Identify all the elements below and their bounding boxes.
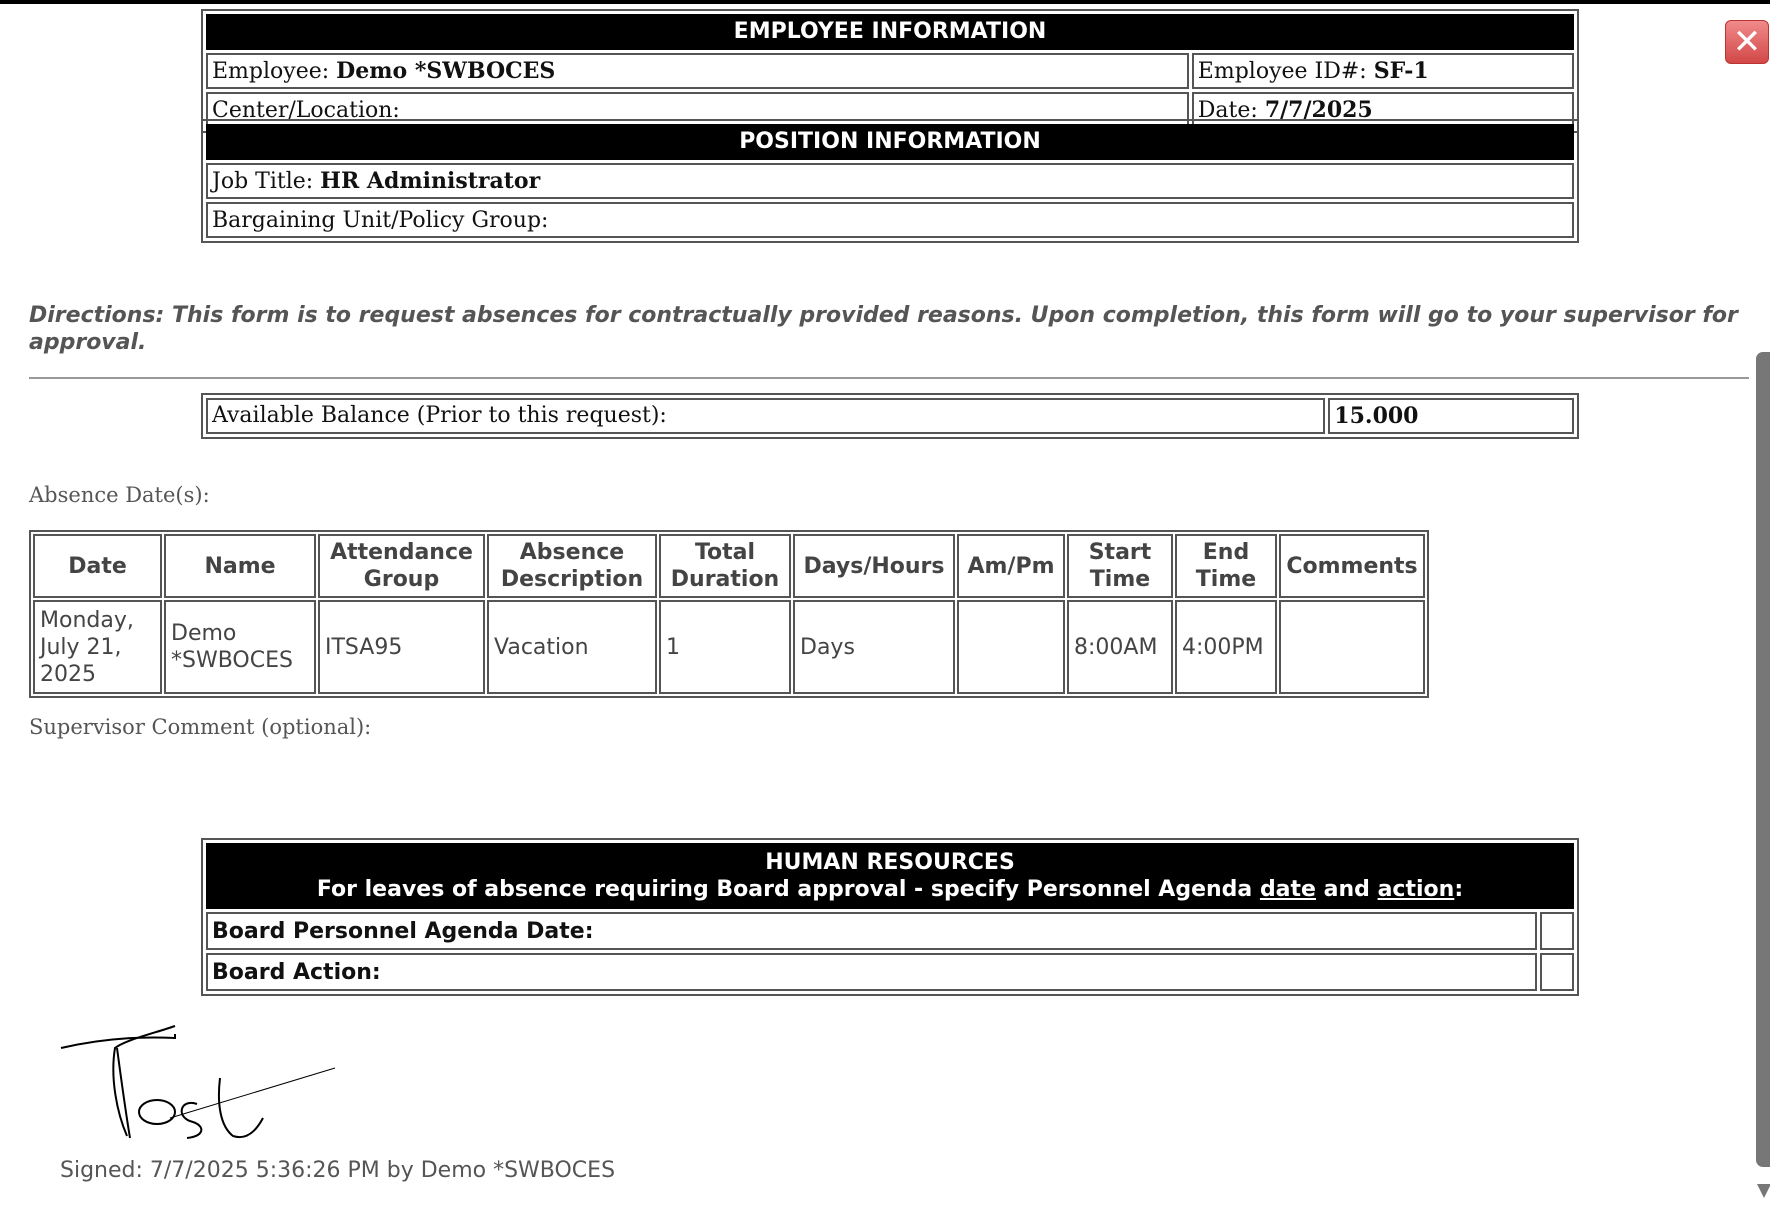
- cell-days-hours: Days: [793, 600, 955, 694]
- col-comments: Comments: [1279, 534, 1425, 598]
- directions-text: Directions: This form is to request absences for contractually provided reasons. Upon completion, this form will go to your supervisor for approval.: [29, 303, 1738, 355]
- col-attendance-group: Attendance Group: [318, 534, 485, 598]
- scrollbar-thumb[interactable]: [1756, 352, 1770, 1167]
- balance-label: Available Balance (Prior to this request):: [206, 398, 1325, 434]
- cell-date: Monday, July 21, 2025: [33, 600, 162, 694]
- col-days-hours: Days/Hours: [793, 534, 955, 598]
- board-agenda-date-value: [1540, 912, 1574, 950]
- col-am-pm: Am/Pm: [957, 534, 1065, 598]
- employee-info-header: EMPLOYEE INFORMATION: [206, 14, 1574, 50]
- subtitle-action: action: [1377, 877, 1455, 902]
- close-icon: ✕: [1732, 22, 1762, 62]
- bargaining-cell: [206, 202, 1574, 238]
- cell-am-pm: [957, 600, 1065, 694]
- employee-id-cell: [1192, 53, 1574, 89]
- top-border: [0, 0, 1770, 4]
- human-resources-subtitle: [212, 876, 1568, 903]
- divider: [29, 377, 1749, 379]
- col-absence-description: Absence Description: [487, 534, 657, 598]
- col-end-time: End Time: [1175, 534, 1277, 598]
- balance-value-cell: [1328, 398, 1574, 434]
- cell-name: Demo *SWBOCES: [164, 600, 316, 694]
- employee-info-table: [201, 9, 1579, 133]
- col-total-duration: Total Duration: [659, 534, 791, 598]
- board-agenda-date-label: Board Personnel Agenda Date:: [206, 912, 1537, 950]
- cell-attendance-group: ITSA95: [318, 600, 485, 694]
- board-action-value: [1540, 953, 1574, 991]
- employee-cell: [206, 53, 1189, 89]
- human-resources-table: [201, 838, 1579, 996]
- human-resources-title: HUMAN RESOURCES: [765, 850, 1015, 875]
- cell-total-duration: 1: [659, 600, 791, 694]
- table-row: [33, 600, 1425, 694]
- employee-label: Employee:: [212, 58, 330, 84]
- bargaining-label: Bargaining Unit/Policy Group:: [212, 207, 549, 233]
- employee-id-label: Employee ID#:: [1197, 58, 1367, 84]
- job-title-value: HR Administrator: [320, 167, 541, 194]
- board-action-label: Board Action:: [206, 953, 1537, 991]
- cell-comments: [1279, 600, 1425, 694]
- employee-id-value: SF-1: [1373, 57, 1429, 84]
- balance-value: 15.000: [1334, 402, 1419, 429]
- human-resources-header: [206, 843, 1574, 909]
- center-label: Center/Location:: [212, 97, 400, 123]
- cell-end-time: 4:00PM: [1175, 600, 1277, 694]
- job-title-cell: [206, 163, 1574, 199]
- date-label: Date:: [1197, 97, 1258, 123]
- col-date: Date: [33, 534, 162, 598]
- signature-image: [55, 1018, 355, 1152]
- col-start-time: Start Time: [1067, 534, 1173, 598]
- subtitle-text: For leaves of absence requiring Board approval - specify Personnel Agenda: [316, 877, 1253, 902]
- cell-description: Vacation: [487, 600, 657, 694]
- subtitle-and: and: [1323, 877, 1370, 902]
- employee-value: Demo *SWBOCES: [336, 57, 556, 84]
- cell-start-time: 8:00AM: [1067, 600, 1173, 694]
- subtitle-colon: :: [1454, 877, 1464, 902]
- signed-text: Signed: 7/7/2025 5:36:26 PM by Demo *SWBOCES: [60, 1158, 616, 1183]
- subtitle-date: date: [1259, 877, 1316, 902]
- balance-table: [201, 393, 1579, 439]
- absence-table: [29, 530, 1429, 698]
- date-value: 7/7/2025: [1264, 96, 1373, 123]
- absence-header-row: [33, 534, 1425, 598]
- position-info-header: POSITION INFORMATION: [206, 124, 1574, 160]
- absence-dates-label: Absence Date(s):: [29, 483, 210, 507]
- close-button[interactable]: [1725, 20, 1769, 64]
- supervisor-comment-label: Supervisor Comment (optional):: [29, 715, 372, 739]
- col-name: Name: [164, 534, 316, 598]
- job-title-label: Job Title:: [212, 168, 314, 194]
- scroll-down-arrow[interactable]: [1757, 1184, 1770, 1198]
- position-info-table: [201, 119, 1579, 243]
